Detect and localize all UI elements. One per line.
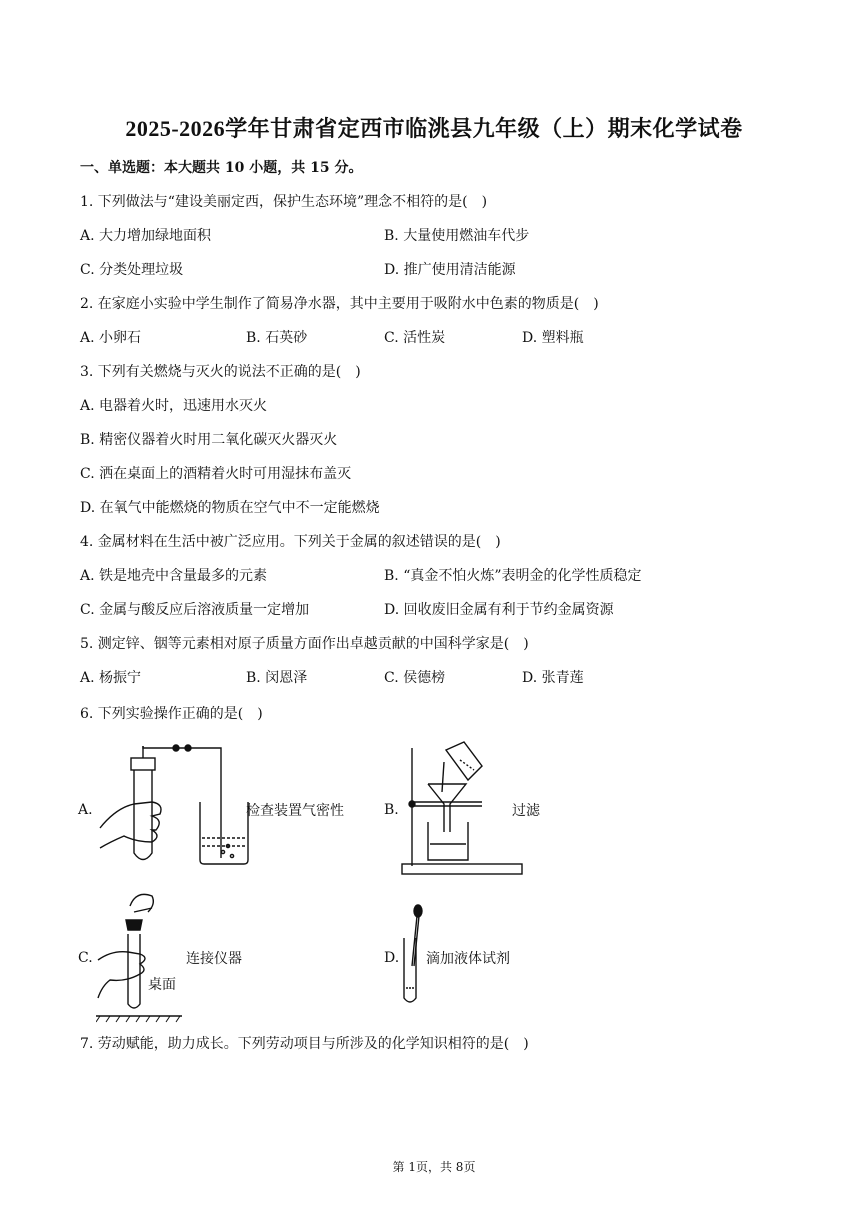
q5-option-c: C. 侯德榜 <box>384 670 446 686</box>
q6-caption-c: 连接仪器 <box>186 951 242 967</box>
connect-apparatus-figure <box>96 886 186 1026</box>
q4-option-c: C. 金属与酸反应后溶液质量一定增加 <box>80 602 310 618</box>
q3-option-d: D. 在氧气中能燃烧的物质在空气中不一定能燃烧 <box>80 500 380 516</box>
q2-option-a: A. 小卵石 <box>80 330 142 346</box>
q6-option-a-label: A. <box>78 802 93 818</box>
dropping-liquid-figure <box>398 904 428 1008</box>
page-title: 2025-2026学年甘肃省定西市临洮县九年级（上）期末化学试卷 <box>125 116 743 141</box>
question-3-stem: 3. 下列有关燃烧与灭火的说法不正确的是( ) <box>80 364 361 380</box>
question-7-stem: 7. 劳动赋能，助力成长。下列劳动项目与所涉及的化学知识相符的是( ) <box>80 1036 529 1052</box>
q1-option-a: A. 大力增加绿地面积 <box>80 228 212 244</box>
question-5-stem: 5. 测定锌、铟等元素相对原子质量方面作出卓越贡献的中国科学家是( ) <box>80 636 529 652</box>
q6-caption-d: 滴加液体试剂 <box>426 951 510 967</box>
q5-option-a: A. 杨振宁 <box>80 670 142 686</box>
q4-option-b: B. “真金不怕火炼”表明金的化学性质稳定 <box>384 568 642 584</box>
q4-option-a: A. 铁是地壳中含量最多的元素 <box>80 568 268 584</box>
q1-option-d: D. 推广使用清洁能源 <box>384 262 516 278</box>
q5-option-d: D. 张青莲 <box>522 670 584 686</box>
question-6-stem: 6. 下列实验操作正确的是( ) <box>80 706 263 722</box>
q3-option-c: C. 洒在桌面上的酒精着火时可用湿抹布盖灭 <box>80 466 352 482</box>
q6-option-d-label: D. <box>384 950 400 966</box>
q5-option-b: B. 闵恩泽 <box>246 670 308 686</box>
q4-option-d: D. 回收废旧金属有利于节约金属资源 <box>384 602 614 618</box>
q2-option-c: C. 活性炭 <box>384 330 446 346</box>
q3-option-a: A. 电器着火时，迅速用水灭火 <box>80 398 268 414</box>
q6-caption-a: 检查装置气密性 <box>246 803 344 819</box>
q3-option-b: B. 精密仪器着火时用二氧化碳灭火器灭火 <box>80 432 338 448</box>
q6-option-c-label: C. <box>78 950 93 966</box>
question-2-stem: 2. 在家庭小实验中学生制作了简易净水器，其中主要用于吸附水中色素的物质是( ) <box>80 296 599 312</box>
q6-option-b-label: B. <box>384 802 399 818</box>
filtration-figure <box>398 740 528 880</box>
q6-caption-b: 过滤 <box>512 803 540 819</box>
question-4-stem: 4. 金属材料在生活中被广泛应用。下列关于金属的叙述错误的是( ) <box>80 534 501 550</box>
section-heading: 一、单选题：本大题共 10 小题，共 15 分。 <box>80 160 363 176</box>
page-footer: 第 1页，共 8页 <box>392 1160 476 1174</box>
q1-option-b: B. 大量使用燃油车代步 <box>384 228 530 244</box>
q2-option-b: B. 石英砂 <box>246 330 308 346</box>
q2-option-d: D. 塑料瓶 <box>522 330 584 346</box>
desk-label: 桌面 <box>148 977 176 993</box>
question-1-stem: 1. 下列做法与“建设美丽定西，保护生态环境”理念不相符的是( ) <box>80 194 488 210</box>
q1-option-c: C. 分类处理垃圾 <box>80 262 184 278</box>
airtightness-check-figure <box>96 738 256 873</box>
